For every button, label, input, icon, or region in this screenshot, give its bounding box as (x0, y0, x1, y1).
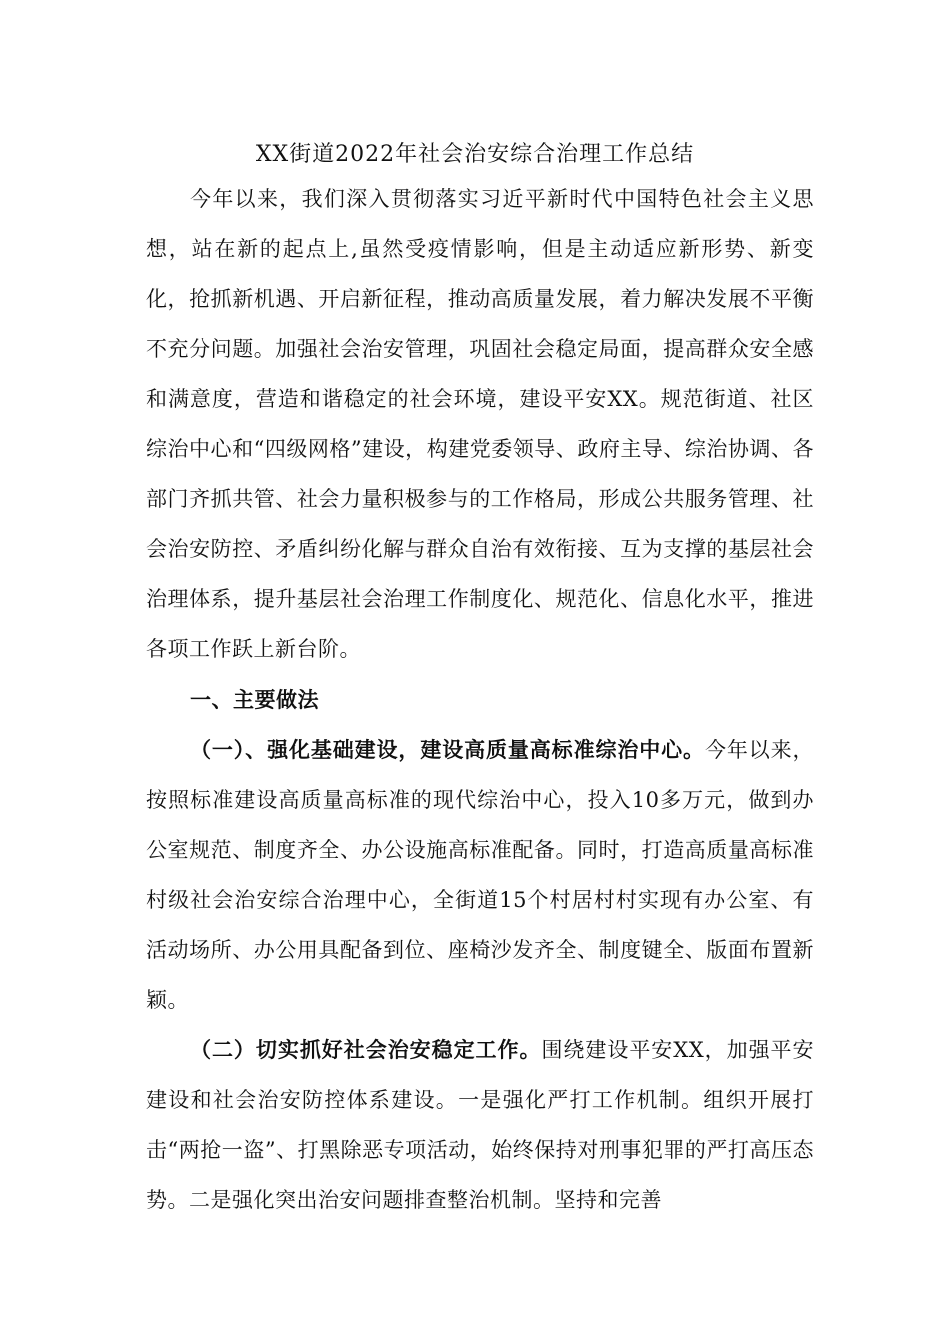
intro-paragraph: 今年以来，我们深入贯彻落实习近平新时代中国特色社会主义思想，站在新的起点上,虽然受疫情影响，但是主动适应新形势、新变化，抢抓新机遇、开启新征程，推动高质量发展，着力解决发展不平衡不充分问题。加强社会治安管理，巩固社会稳定局面，提高群众安全感和满意度，营造和谐稳定的社会环境，建设平安XX。规范街道、社区综治中心和“四级网格”建设，构建党委领导、政府主导、综治协调、各部门齐抓共管、社会力量积极参与的工作格局，形成公共服务管理、社会治安防控、矛盾纠纷化解与群众自治有效衔接、互为支撑的基层社会治理体系，提升基层社会治理工作制度化、规范化、信息化水平，推进各项工作跃上新台阶。 (146, 187, 814, 661)
document-title: XX街道2022年社会治安综合治理工作总结 (255, 142, 695, 167)
item1-paragraph (146, 725, 814, 1025)
item2-heading: （二）切实抓好社会治安稳定工作。 (190, 1037, 542, 1062)
item2-paragraph (146, 1025, 814, 1225)
item1-body: 今年以来，按照标准建设高质量高标准的现代综治中心，投入10多万元，做到办公室规范、制度齐全、办公设施高标准配备。同时，打造高质量高标准村级社会治安综合治理中心，全街道15个村居村村实现有办公室、有活动场所、办公用具配备到位、座椅沙发齐全、制度键全、版面布置新颖。 (146, 738, 815, 1012)
item2-body: 围绕建设平安XX，加强平安建设和社会治安防控体系建设。一是强化严打工作机制。组织开展打击“两抢一盗”、打黑除恶专项活动，始终保持对刑事犯罪的严打高压态势。二是强化突出治安问题排查整治机制。坚持和完善 (146, 1038, 814, 1212)
item1-heading: （一）、强化基础建设，建设高质量高标准综治中心。 (190, 737, 705, 762)
section-heading: 一、主要做法 (190, 687, 319, 712)
